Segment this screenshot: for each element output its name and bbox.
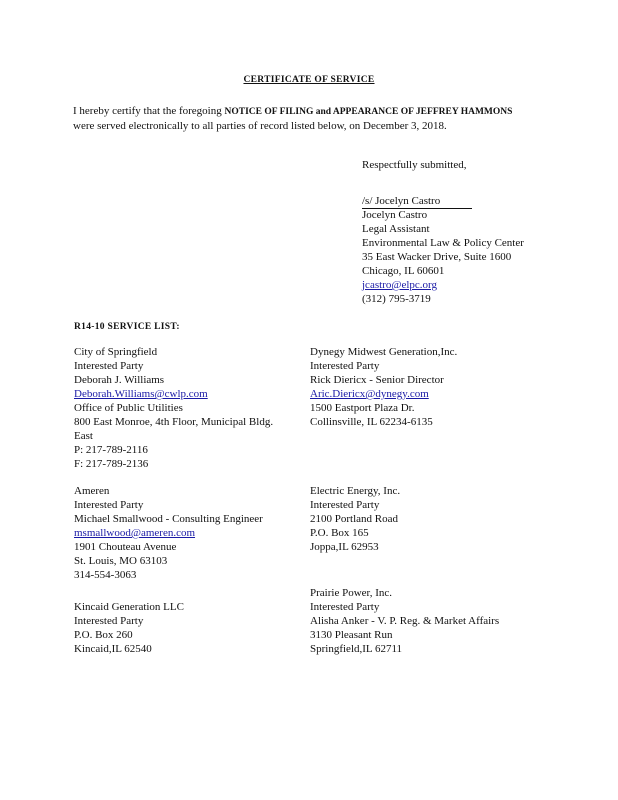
notice-title: NOTICE OF FILING and APPEARANCE OF JEFFREY HAMMONS	[224, 107, 513, 117]
service-entry-electric-energy	[310, 484, 400, 554]
entry-line: Interested Party	[74, 499, 144, 511]
entry-line: Interested Party	[74, 360, 144, 372]
entry-line: Prairie Power, Inc.	[310, 587, 393, 599]
signer-email-link[interactable]: jcastro@elpc.org	[362, 279, 437, 291]
closing-text: Respectfully submitted,	[362, 159, 467, 171]
entry-line: Alisha Anker - V. P. Reg. & Market Affairs	[310, 615, 500, 627]
entry-line: 1901 Chouteau Avenue	[74, 541, 177, 553]
entry-line: 2100 Portland Road	[310, 513, 398, 525]
entry-line: Interested Party	[310, 499, 380, 511]
signer-city: Chicago, IL 60601	[362, 265, 445, 277]
entry-email-link[interactable]: Aric.Diericx@dynegy.com	[310, 388, 429, 400]
service-entry-springfield	[74, 345, 273, 471]
entry-line: 800 East Monroe, 4th Floor, Municipal Bldg.	[74, 416, 274, 428]
entry-line: Office of Public Utilities	[74, 402, 183, 414]
entry-line: City of Springfield	[74, 346, 158, 358]
document-title	[0, 73, 618, 87]
entry-line: P.O. Box 260	[74, 629, 133, 641]
entry-line: Kincaid Generation LLC	[74, 601, 184, 613]
signer-role: Legal Assistant	[362, 223, 430, 235]
entry-line: F: 217-789-2136	[74, 458, 149, 470]
entry-email-link[interactable]: msmallwood@ameren.com	[74, 527, 196, 539]
entry-line: Electric Energy, Inc.	[310, 485, 401, 497]
entry-line: St. Louis, MO 63103	[74, 555, 168, 567]
service-entry-kincaid	[74, 600, 184, 656]
entry-line: Ameren	[74, 485, 110, 497]
title-text: CERTIFICATE OF SERVICE	[243, 75, 375, 85]
service-entry-ameren	[74, 484, 263, 582]
entry-line: Joppa,IL 62953	[310, 541, 379, 553]
intro-text-1: I hereby certify that the foregoing	[73, 105, 225, 117]
signer-name: Jocelyn Castro	[362, 209, 428, 221]
entry-line: Interested Party	[310, 601, 380, 613]
service-entry-prairie-power	[310, 586, 499, 656]
service-list-title: R14-10 SERVICE LIST:	[74, 322, 180, 332]
entry-line: P.O. Box 165	[310, 527, 369, 539]
entry-line: P: 217-789-2116	[74, 444, 148, 456]
entry-line: Kincaid,IL 62540	[74, 643, 152, 655]
entry-line: Interested Party	[310, 360, 380, 372]
intro-text-2: were served electronically to all parties of record listed below, on December 3, 2018.	[73, 120, 447, 132]
signer-organization: Environmental Law & Policy Center	[362, 237, 524, 249]
entry-line: 314-554-3063	[74, 569, 137, 581]
signature-line: /s/ Jocelyn Castro	[362, 194, 472, 209]
entry-line: Michael Smallwood - Consulting Engineer	[74, 513, 263, 525]
signature-block	[362, 194, 524, 306]
entry-line: Deborah J. Williams	[74, 374, 165, 386]
entry-line: Interested Party	[74, 615, 144, 627]
entry-line: Collinsville, IL 62234-6135	[310, 416, 433, 428]
entry-line: Rick Diericx - Senior Director	[310, 374, 444, 386]
entry-line: Springfield,IL 62711	[310, 643, 403, 655]
signer-phone: (312) 795-3719	[362, 293, 431, 305]
entry-line: 3130 Pleasant Run	[310, 629, 393, 641]
service-entry-dynegy	[310, 345, 457, 429]
entry-line: East	[74, 430, 93, 442]
entry-line: Dynegy Midwest Generation,Inc.	[310, 346, 458, 358]
intro-paragraph	[73, 104, 523, 133]
entry-email-link[interactable]: Deborah.Williams@cwlp.com	[74, 388, 208, 400]
signer-address: 35 East Wacker Drive, Suite 1600	[362, 251, 512, 263]
entry-line: 1500 Eastport Plaza Dr.	[310, 402, 415, 414]
